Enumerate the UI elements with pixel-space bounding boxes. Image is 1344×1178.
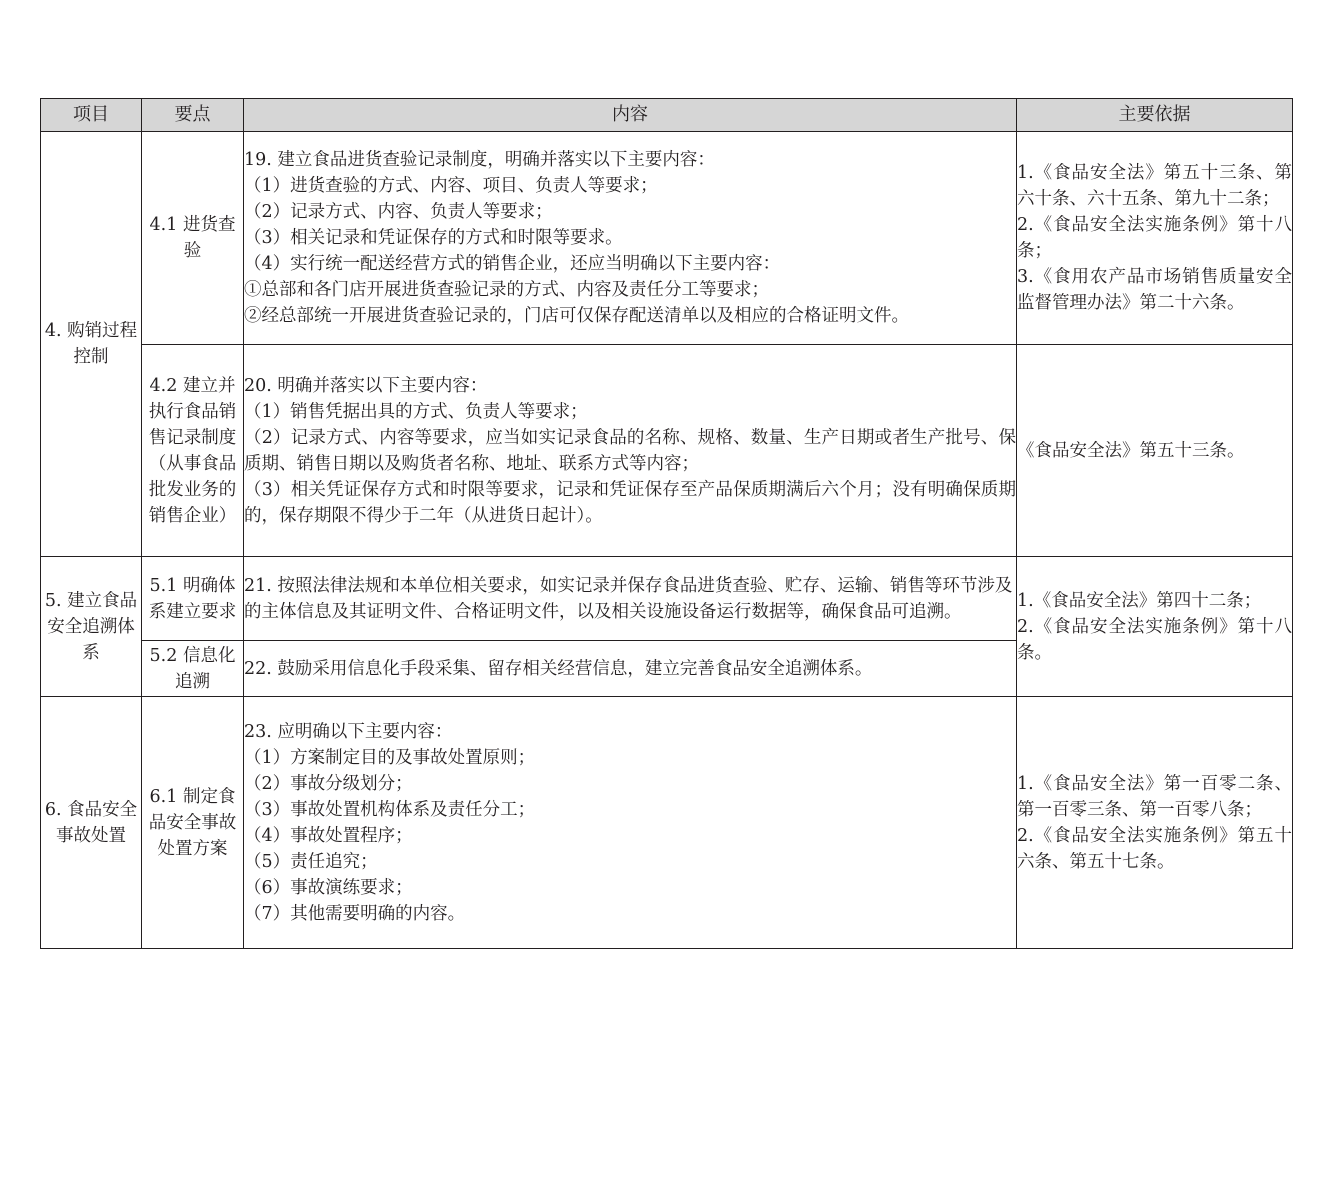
- content-line: （3）相关凭证保存方式和时限等要求，记录和凭证保存至产品保质期满后六个月；没有明确保质期的，保存期限不得少于二年（从进货日起计）。: [244, 479, 1016, 526]
- basis-line: 2.《食品安全法实施条例》第十八条；: [1017, 215, 1292, 261]
- table-header-row: [41, 99, 1293, 132]
- point-cell-6-1: 6.1 制定食品安全事故处置方案: [142, 697, 244, 949]
- header-point: 要点: [142, 99, 244, 132]
- content-line: （2）记录方式、内容、负责人等要求；: [244, 202, 553, 222]
- header-basis: 主要依据: [1017, 99, 1293, 132]
- content-cell-4-2: [244, 345, 1017, 557]
- basis-line: 2.《食品安全法实施条例》第五十六条、第五十七条。: [1017, 825, 1292, 872]
- content-line: （6）事故演练要求；: [244, 877, 413, 898]
- content-cell-6-1: [244, 697, 1017, 949]
- content-line: （1）方案制定目的及事故处置原则；: [244, 747, 536, 768]
- content-cell-4-1: [244, 132, 1017, 345]
- basis-line: 1.《食品安全法》第五十三条、第六十条、六十五条、第九十二条；: [1017, 163, 1292, 209]
- item-cell-4: 4. 购销过程控制: [41, 132, 142, 557]
- basis-line: 2.《食品安全法实施条例》第十八条。: [1017, 616, 1292, 663]
- content-line: ②经总部统一开展进货查验记录的，门店可仅保存配送清单以及相应的合格证明文件。: [244, 306, 909, 326]
- basis-cell-5: [1017, 557, 1293, 697]
- content-line: （2）记录方式、内容等要求，应当如实记录食品的名称、规格、数量、生产日期或者生产批号、保质期、销售日期以及购货者名称、地址、联系方式等内容；: [244, 427, 1016, 474]
- content-line: （2）事故分级划分；: [244, 773, 413, 794]
- table-row: [41, 697, 1293, 949]
- point-cell-4-1: 4.1 进货查验: [142, 132, 244, 345]
- table-row: [41, 345, 1293, 557]
- content-line: （7）其他需要明确的内容。: [244, 903, 466, 924]
- content-line: ①总部和各门店开展进货查验记录的方式、内容及责任分工等要求；: [244, 280, 769, 300]
- basis-cell-4-2: 《食品安全法》第五十三条。: [1017, 345, 1293, 557]
- content-line: （1）进货查验的方式、内容、项目、负责人等要求；: [244, 176, 658, 196]
- item-cell-5: 5. 建立食品安全追溯体系: [41, 557, 142, 697]
- content-line: （3）事故处置机构体系及责任分工；: [244, 799, 536, 820]
- basis-line: 3.《食用农产品市场销售质量安全监督管理办法》第二十六条。: [1017, 267, 1292, 313]
- basis-cell-6-1: [1017, 697, 1293, 949]
- point-cell-5-2: 5.2 信息化追溯: [142, 641, 244, 697]
- basis-line: 1.《食品安全法》第四十二条；: [1017, 590, 1262, 611]
- content-cell-5-2: 22. 鼓励采用信息化手段采集、留存相关经营信息，建立完善食品安全追溯体系。: [244, 641, 1017, 697]
- content-line: （5）责任追究；: [244, 851, 378, 872]
- content-line: 19. 建立食品进货查验记录制度，明确并落实以下主要内容：: [244, 150, 715, 170]
- header-item: 项目: [41, 99, 142, 132]
- header-content: 内容: [244, 99, 1017, 132]
- point-cell-4-2: 4.2 建立并执行食品销售记录制度（从事食品批发业务的销售企业）: [142, 345, 244, 557]
- content-line: 20. 明确并落实以下主要内容：: [244, 375, 488, 396]
- content-line: （4）事故处置程序；: [244, 825, 413, 846]
- content-line: 23. 应明确以下主要内容：: [244, 721, 453, 742]
- basis-line: 1.《食品安全法》第一百零二条、第一百零三条、第一百零八条；: [1017, 773, 1292, 820]
- content-line: （4）实行统一配送经营方式的销售企业，还应当明确以下主要内容：: [244, 254, 781, 274]
- content-line: （1）销售凭据出具的方式、负责人等要求；: [244, 401, 588, 422]
- basis-cell-4-1: [1017, 132, 1293, 345]
- item-cell-6: 6. 食品安全事故处置: [41, 697, 142, 949]
- content-line: （3）相关记录和凭证保存的方式和时限等要求。: [244, 228, 623, 248]
- table-row: [41, 557, 1293, 641]
- table-row: [41, 132, 1293, 345]
- content-cell-5-1: 21. 按照法律法规和本单位相关要求，如实记录并保存食品进货查验、贮存、运输、销售等环节涉及的主体信息及其证明文件、合格证明文件，以及相关设施设备运行数据等，确保食品可追溯。: [244, 557, 1017, 641]
- regulation-table: [40, 98, 1293, 949]
- point-cell-5-1: 5.1 明确体系建立要求: [142, 557, 244, 641]
